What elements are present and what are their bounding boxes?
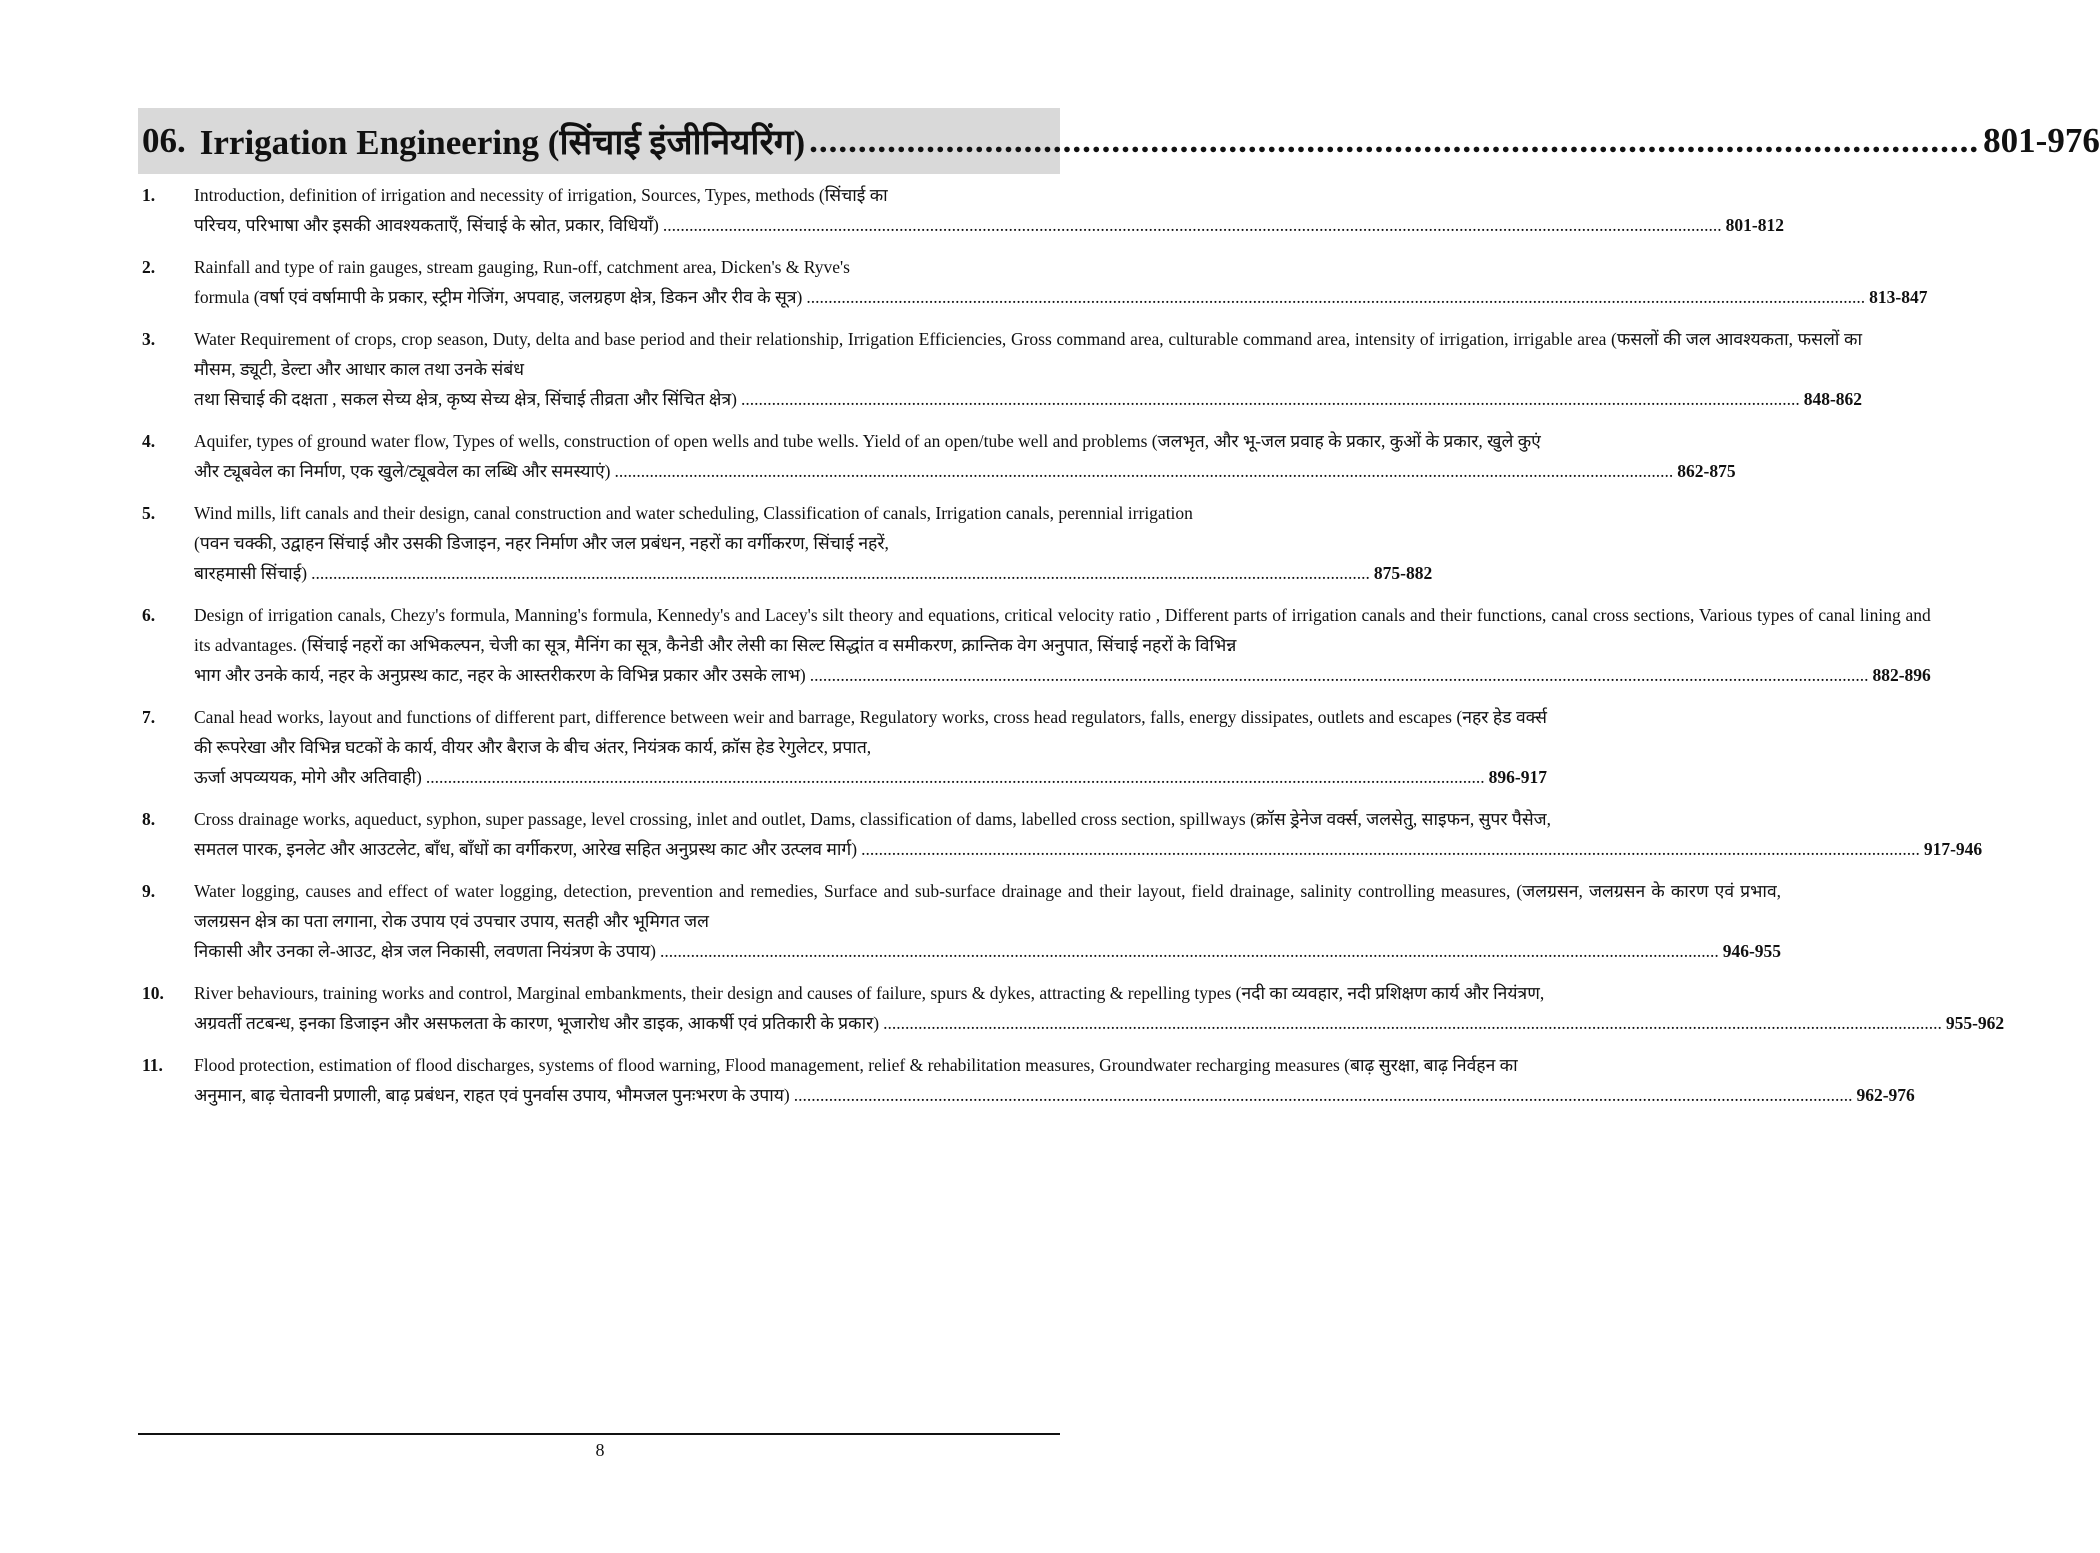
item-pages: 955-962 bbox=[1945, 1013, 2005, 1033]
item-last-text: अनुमान, बाढ़ चेतावनी प्रणाली, बाढ़ प्रबंधन, राहत एवं पुनर्वास उपाय, भौमजल पुनःभरण के उपाय) bbox=[194, 1085, 790, 1105]
item-last-line bbox=[194, 210, 1784, 240]
item-last-line bbox=[194, 456, 1736, 486]
item-body bbox=[194, 702, 1547, 792]
item-pages: 862-875 bbox=[1677, 461, 1736, 481]
item-body bbox=[194, 180, 1784, 240]
leader-dots bbox=[810, 660, 1869, 690]
item-last-text: परिचय, परिभाषा और इसकी आवश्यकताएँ, सिंचाई के स्रोत, प्रकार, विधियाँ) bbox=[194, 215, 659, 235]
leader-dots bbox=[663, 210, 1722, 240]
list-item bbox=[138, 252, 1928, 312]
item-text: Water Requirement of crops, crop season, Duty, delta and base period and their relationship, Irrigation Efficiencies, Gross command area, culturable command area, intensity of irrigation, irrigable area (फसलों की जल आवश्यकता, फसलों का मौसम, ड्यूटी, डेल्टा और आधार काल तथा उनके संबंध bbox=[194, 329, 1863, 379]
item-last-line bbox=[194, 762, 1547, 792]
item-body bbox=[194, 498, 1432, 588]
item-body bbox=[194, 876, 1781, 966]
item-body bbox=[194, 324, 1862, 414]
item-last-line bbox=[194, 1008, 2004, 1038]
item-text: Flood protection, estimation of flood discharges, systems of flood warning, Flood management, relief & rehabilitation measures, Groundwater recharging measures (बाढ़ सुरक्षा, बाढ़ निर्वहन का bbox=[194, 1055, 1518, 1075]
item-number: 10. bbox=[142, 983, 164, 1003]
item-number: 4. bbox=[142, 431, 156, 451]
item-last-text: निकासी और उनका ले-आउट, क्षेत्र जल निकासी, लवणता नियंत्रण के उपाय) bbox=[194, 941, 656, 961]
item-last-line bbox=[194, 282, 1927, 312]
item-number: 8. bbox=[142, 809, 156, 829]
item-number: 1. bbox=[142, 185, 156, 205]
item-number: 9. bbox=[142, 881, 156, 901]
list-item bbox=[138, 426, 1736, 486]
section-number: 06. bbox=[142, 121, 186, 160]
list-item bbox=[138, 600, 1931, 690]
list-item bbox=[138, 1050, 1915, 1110]
leader-dots bbox=[883, 1008, 1942, 1038]
item-pages: 917-946 bbox=[1923, 839, 1983, 859]
item-text-hindi: (पवन चक्की, उद्वाहन सिंचाई और उसकी डिजाइन, नहर निर्माण और जल प्रबंधन, नहरों का वर्गीकरण, सिंचाई नहरें, bbox=[194, 533, 889, 553]
topic-list bbox=[138, 180, 2005, 1122]
item-number: 3. bbox=[142, 329, 156, 349]
item-text: Cross drainage works, aqueduct, syphon, super passage, level crossing, inlet and outlet, Dams, classification of dams, labelled cross section, spillways (क्रॉस ड्रेनेज वर्क्स, जलसेतु, साइफन, सुपर पैसेज, bbox=[194, 809, 1552, 829]
item-body bbox=[194, 600, 1931, 690]
item-last-text: ऊर्जा अपव्ययक, मोगे और अतिवाही) bbox=[194, 767, 422, 787]
item-pages: 848-862 bbox=[1803, 389, 1863, 409]
item-number: 2. bbox=[142, 257, 156, 277]
section-header bbox=[138, 108, 2100, 174]
item-number: 6. bbox=[142, 605, 156, 625]
item-last-line bbox=[194, 660, 1931, 690]
leader-dots bbox=[660, 936, 1719, 966]
list-item bbox=[138, 498, 1433, 588]
leader-dots bbox=[741, 384, 1800, 414]
item-text: Aquifer, types of ground water flow, Types of wells, construction of open wells and tube wells. Yield of an open/tube well and problems (जलभृत, और भू-जल प्रवाह के प्रकार, कुओं के प्रकार, खुले कुएं bbox=[194, 431, 1541, 451]
list-item bbox=[138, 804, 1983, 864]
item-last-line bbox=[194, 558, 1432, 588]
section-pages: 801-976 bbox=[1983, 121, 2100, 160]
item-body bbox=[194, 978, 2004, 1038]
item-pages: 813-847 bbox=[1869, 287, 1928, 307]
page-number: 8 bbox=[595, 1440, 605, 1460]
list-item bbox=[138, 978, 2005, 1038]
item-last-text: समतल पारक, इनलेट और आउटलेट, बाँध, बाँधों का वर्गीकरण, आरेख सहित अनुप्रस्थ काट और उत्प्लव मार्ग) bbox=[194, 839, 858, 859]
leader-dots bbox=[311, 558, 1370, 588]
item-number: 7. bbox=[142, 707, 156, 727]
item-pages: 962-976 bbox=[1856, 1085, 1915, 1105]
item-last-text: तथा सिचाई की दक्षता , सकल सेच्य क्षेत्र, कृष्य सेच्य क्षेत्र, सिंचाई तीव्रता और सिंचित क्षेत्र) bbox=[194, 389, 737, 409]
item-text: Canal head works, layout and functions of different part, difference between weir and barrage, Regulatory works, cross head regulators, falls, energy dissipates, outlets and escapes (नहर हेड वर्क्स की रूपरेखा और विभिन्न घटकों के कार्य, वीयर और बैराज के बीच अंतर, नियंत्रक कार्य, क्रॉस हेड रेगुलेटर, प्रपात, bbox=[194, 707, 1547, 757]
item-text: Rainfall and type of rain gauges, stream gauging, Run-off, catchment area, Dicken's & Ryve's bbox=[194, 257, 850, 277]
leader-dots bbox=[615, 456, 1674, 486]
footer-rule bbox=[138, 1433, 1060, 1435]
list-item bbox=[138, 324, 1863, 414]
leader-dots bbox=[794, 1080, 1853, 1110]
item-body bbox=[194, 1050, 1915, 1110]
item-last-text: और ट्यूबवेल का निर्माण, एक खुले/ट्यूबवेल का लब्धि और समस्याएं) bbox=[194, 461, 611, 481]
leader-dots bbox=[861, 834, 1920, 864]
item-pages: 875-882 bbox=[1373, 563, 1433, 583]
item-body bbox=[194, 804, 1982, 864]
leader-dots bbox=[426, 762, 1485, 792]
list-item bbox=[138, 876, 1782, 966]
item-last-line bbox=[194, 936, 1781, 966]
item-last-text: बारहमासी सिंचाई) bbox=[194, 563, 308, 583]
item-pages: 882-896 bbox=[1872, 665, 1931, 685]
item-last-text: भाग और उनके कार्य, नहर के अनुप्रस्थ काट, नहर के आस्तरीकरण के विभिन्न प्रकार और उसके लाभ) bbox=[194, 665, 806, 685]
list-item bbox=[138, 180, 1784, 240]
item-last-line bbox=[194, 834, 1982, 864]
list-item bbox=[138, 702, 1547, 792]
item-text: Wind mills, lift canals and their design, canal construction and water scheduling, Classification of canals, Irrigation canals, perennial irrigation bbox=[194, 503, 1193, 523]
item-body bbox=[194, 426, 1736, 486]
item-pages: 896-917 bbox=[1488, 767, 1547, 787]
item-last-text: अग्रवर्ती तटबन्ध, इनका डिजाइन और असफलता के कारण, भूजारोध और डाइक, आकर्षी एवं प्रतिकारी के प्रकार) bbox=[194, 1013, 880, 1033]
item-last-text: formula (वर्षा एवं वर्षामापी के प्रकार, स्ट्रीम गेजिंग, अपवाह, जलग्रहण क्षेत्र, डिकन और रीव के सूत्र) bbox=[194, 287, 803, 307]
section-title: Irrigation Engineering (सिंचाई इंजीनियरिंग) bbox=[199, 122, 806, 162]
item-body bbox=[194, 252, 1927, 312]
item-text: Water logging, causes and effect of water logging, detection, prevention and remedies, Surface and sub-surface drainage and their layout, field drainage, salinity controlling measures, (जलग्रसन, जलग्रसन के कारण एवं प्रभाव, जलग्रसन क्षेत्र का पता लगाना, रोक उपाय एवं उपचार उपाय, सतही और भूमिगत जल bbox=[194, 881, 1782, 931]
item-text: Design of irrigation canals, Chezy's formula, Manning's formula, Kennedy's and Lacey's silt theory and equations, critical velocity ratio , Different parts of irrigation canals and their functions, canal cross sections, Various types of canal lining and its advantages. (सिंचाई नहरों का अभिकल्पन, चेजी का सूत्र, मैनिंग का सूत्र, कैनेडी और लेसी का सिल्ट सिद्धांत व समीकरण, क्रान्तिक वेग अनुपात, सिंचाई नहरों के विभिन्न bbox=[194, 605, 1931, 655]
leader-dots bbox=[809, 121, 1979, 161]
item-text: Introduction, definition of irrigation and necessity of irrigation, Sources, Types, methods (सिंचाई का bbox=[194, 185, 888, 205]
item-pages: 801-812 bbox=[1725, 215, 1784, 235]
item-last-line bbox=[194, 1080, 1915, 1110]
item-number: 11. bbox=[142, 1055, 163, 1075]
item-number: 5. bbox=[142, 503, 156, 523]
item-pages: 946-955 bbox=[1722, 941, 1782, 961]
item-text: River behaviours, training works and control, Marginal embankments, their design and causes of failure, spurs & dykes, attracting & repelling types (नदी का व्यवहार, नदी प्रशिक्षण कार्य और नियंत्रण, bbox=[194, 983, 1545, 1003]
item-last-line bbox=[194, 384, 1862, 414]
leader-dots bbox=[806, 282, 1865, 312]
